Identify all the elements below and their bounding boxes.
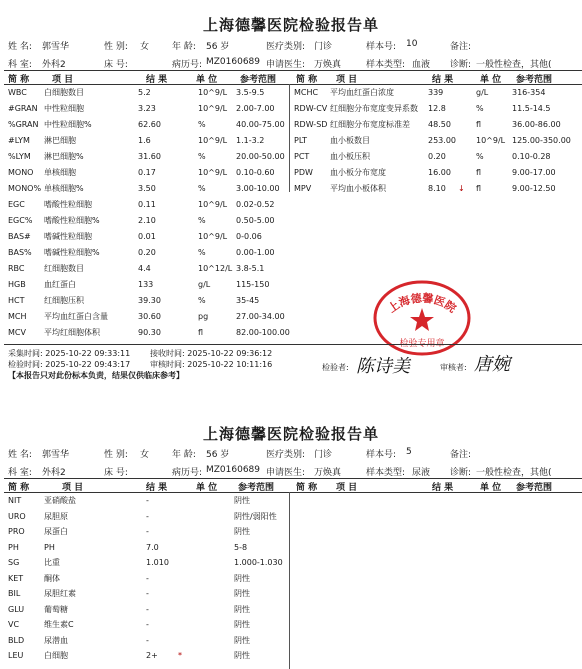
doctor-name: 万焕真 [314,468,342,478]
test-result: - [146,620,149,629]
reference-range: 阴性 [234,496,250,505]
report-title: 上海德馨医院检验报告单 [202,16,379,34]
test-result: 39.30 [138,296,161,305]
test-code: BLD [8,635,25,645]
table-row [0,85,582,100]
test-unit: 10^9/L [198,200,228,209]
dept-value: 外科2 [42,468,66,478]
test-code: HCT [8,296,25,305]
record-no: MZ0160689 [206,57,261,67]
header-top-rule [4,70,582,71]
reference-range: 115-150 [236,280,270,289]
test-unit: 10^9/L [198,104,228,113]
test-name: 血红蛋白 [44,280,76,289]
test-unit: 10^9/L [198,88,228,97]
test-code: MPV [294,184,312,193]
sex-label: 性 别: [104,450,128,460]
test-unit: % [198,296,206,305]
patient-name: 郭雪华 [42,42,70,52]
diag-value: 一般性检查，其他( [476,60,552,70]
reference-range: 阴性 [234,527,250,536]
test-name: 尿胆原 [44,511,68,521]
receive-time: 接收时间: 2025-10-22 09:36:12 [150,349,273,358]
test-result: 30.60 [138,312,161,321]
col-item-header: 项 目 [336,483,358,493]
result-flag: * [178,651,182,660]
test-name: 嗜酸性粒细胞 [44,200,92,209]
test-result: - [146,496,149,505]
test-name: 红细胞分布宽度变异系数 [330,104,418,113]
test-unit: 10^9/L [198,232,228,241]
test-code: KET [8,573,24,583]
test-name: 尿潜血 [44,635,68,645]
test-result: - [146,527,149,536]
test-code: EGC [8,200,25,209]
table-row [0,165,582,180]
sample-no-label: 样本号: [366,42,397,52]
test-name: 血小板分布宽度 [330,168,386,177]
test-result: 1.010 [146,558,169,567]
reference-range: 阴性/弱阳性 [234,511,277,521]
svg-text:检验专用章: 检验专用章 [399,339,445,349]
test-result: 3.50 [138,184,156,193]
table-row [0,617,582,632]
sample-type: 尿液 [412,468,431,478]
table-row [0,277,582,292]
reference-range: 阴性 [234,635,250,645]
col-code-header: 简 称 [8,75,30,85]
test-result: 339 [428,88,444,97]
test-result: 62.60 [138,120,161,129]
name-label: 姓 名: [8,42,32,52]
record-label: 病历号: [172,468,203,478]
header-top-rule [4,478,582,479]
test-result: 8.10 [428,184,446,193]
test-name: 白细胞数目 [44,88,84,97]
sample-no: 10 [406,39,418,49]
reference-range: 9.00-17.00 [512,168,556,177]
test-code: MONO% [8,184,42,193]
table-row [0,493,582,508]
test-result: 1.6 [138,136,151,145]
col-result-header: 结 果 [146,75,168,85]
reference-range: 阴性 [234,589,250,598]
test-result: 90.30 [138,328,161,337]
reference-range: 3.8-5.1 [236,264,265,273]
test-code: MCV [8,328,26,337]
test-code: WBC [8,88,27,97]
test-code: LEU [8,651,24,660]
test-name: 红细胞分布宽度标准差 [330,120,410,129]
reference-range: 11.5-14.5 [512,104,551,113]
test-name: 单核细胞% [44,184,84,193]
test-result: 0.20 [138,248,156,257]
test-result: - [146,604,149,614]
bed-label: 床 号: [104,60,128,70]
test-result: 48.50 [428,120,451,129]
table-row [0,509,582,524]
reference-range: 82.00-100.00 [236,328,290,337]
test-result: 0.11 [138,200,156,209]
reference-range: 316-354 [512,88,546,97]
name-label: 姓 名: [8,450,32,460]
reference-range: 2.00-7.00 [236,104,275,113]
table-row [0,245,582,260]
test-unit: % [476,104,484,113]
test-unit: % [476,152,484,161]
reference-range: 1.1-3.2 [236,136,265,145]
test-code: MCHC [294,88,319,97]
disclaimer: 【本报告只对此份标本负责，结果仅供临床参考】 [8,371,184,380]
test-name: 中性粒细胞 [44,104,84,113]
svg-text:上海德馨医院: 上海德馨医院 [385,291,459,316]
col-unit-header: 单 位 [480,483,502,493]
diag-label: 诊断: [450,60,472,70]
patient-sex: 女 [140,450,150,460]
note-label: 备注: [450,450,472,460]
reference-range: 40.00-75.00 [236,120,285,129]
patient-name: 郭雪华 [42,450,70,460]
table-row [0,213,582,228]
age-label: 年 龄: [172,450,196,460]
test-unit: g/L [476,88,489,97]
test-unit: 10^9/L [198,168,228,177]
test-name: 平均血小板体积 [330,184,386,193]
test-code: MCH [8,312,27,321]
test-unit: 10^9/L [476,136,506,145]
test-code: PDW [294,168,313,177]
table-row [0,633,582,648]
test-code: NIT [8,496,22,505]
test-result: - [146,511,149,521]
test-name: 淋巴细胞% [44,152,84,161]
col-unit-header: 单 位 [480,75,502,85]
test-name: 维生素C [44,620,74,629]
test-unit: g/L [198,280,211,289]
test-result: 2+ [146,651,158,660]
result-flag: ↓ [458,184,465,193]
test-result: 16.00 [428,168,451,177]
col-result-header: 结 果 [432,483,454,493]
col-result-header: 结 果 [146,483,168,493]
col-code-header: 简 称 [296,75,318,85]
col-item-header: 项 目 [52,75,74,85]
test-result: 12.8 [428,104,446,113]
test-unit: fl [476,184,482,193]
test-name: 葡萄糖 [44,604,68,614]
age-label: 年 龄: [172,42,196,52]
test-code: RBC [8,264,25,273]
reference-range: 1.000-1.030 [234,558,283,567]
test-unit: pg [198,312,209,321]
reference-range: 0.02-0.52 [236,200,275,209]
table-row [0,261,582,276]
test-code: BIL [8,589,21,598]
test-unit: 10^9/L [198,136,228,145]
reference-range: 35-45 [236,296,260,305]
tester-label: 检验者: [322,363,349,372]
col-unit-header: 单 位 [196,483,218,493]
reference-range: 5-8 [234,542,248,552]
test-result: 0.20 [428,152,446,161]
table-row [0,309,582,324]
table-row [0,149,582,164]
test-name: 嗜酸性粒细胞% [44,216,100,225]
test-code: HGB [8,280,26,289]
table-row [0,101,582,116]
visit-type: 门诊 [314,450,333,460]
patient-age: 56 岁 [206,450,230,460]
table-row [0,197,582,212]
reference-range: 125.00-350.00 [512,136,571,145]
col-ref-header: 参考范围 [240,75,277,85]
table-row [0,648,582,663]
test-unit: % [198,216,206,225]
note-label: 备注: [450,42,472,52]
test-name: 血小板数目 [330,136,370,145]
table-row [0,229,582,244]
test-result: 4.4 [138,264,151,273]
reference-range: 3.5-9.5 [236,88,265,97]
visit-label: 医疗类别: [266,42,306,52]
collect-time: 采集时间: 2025-10-22 09:33:11 [8,349,131,358]
test-code: PH [8,542,19,552]
test-unit: fl [476,120,482,129]
test-unit: fl [476,168,482,177]
table-row [0,540,582,555]
test-name: 亚硝酸盐 [44,496,76,505]
test-result: 253.00 [428,136,456,145]
test-name: 淋巴细胞 [44,136,76,145]
reference-range: 0.10-0.28 [512,152,551,161]
test-result: 5.2 [138,88,151,97]
test-result: 0.17 [138,168,156,177]
test-name: PH [44,542,55,552]
test-unit: fl [198,328,204,337]
test-name: 平均血红蛋白浓度 [330,88,394,97]
test-name: 比重 [44,558,60,567]
reference-range: 阴性 [234,620,250,629]
reference-range: 27.00-34.00 [236,312,285,321]
reference-range: 0.50-5.00 [236,216,275,225]
test-name: 中性粒细胞% [44,120,92,129]
test-name: 白细胞 [44,651,68,660]
test-result: 0.01 [138,232,156,241]
test-name: 嗜碱性粒细胞% [44,248,100,257]
reference-range: 0.10-0.60 [236,168,275,177]
test-code: PCT [294,152,310,161]
test-unit: % [198,120,206,129]
test-code: RDW-SD [294,120,328,129]
reference-range: 阴性 [234,604,250,614]
col-code-header: 简 称 [296,483,318,493]
visit-type: 门诊 [314,42,333,52]
test-name: 平均红细胞体积 [44,328,100,337]
test-code: EGC% [8,216,33,225]
table-row [0,181,582,196]
test-unit: % [198,184,206,193]
reviewer-signature: 唐婉 [474,354,510,375]
table-row [0,555,582,570]
patient-sex: 女 [140,42,150,52]
test-name: 尿蛋白 [44,527,68,536]
test-result: 133 [138,280,154,289]
table-row [0,586,582,601]
col-item-header: 项 目 [62,483,84,493]
diag-label: 诊断: [450,468,472,478]
table-row [0,571,582,586]
dept-value: 外科2 [42,60,66,70]
test-time: 检验时间: 2025-10-22 09:43:17 [8,360,131,369]
test-unit: % [198,248,206,257]
test-name: 单核细胞 [44,168,76,177]
dept-label: 科 室: [8,60,32,70]
test-result: 3.23 [138,104,156,113]
tester-signature: 陈诗美 [356,356,410,377]
sample-type: 血液 [412,60,431,70]
reviewer-label: 审核者: [440,363,467,372]
doctor-name: 万焕真 [314,60,342,70]
footer-rule [4,344,582,345]
reference-range: 阴性 [234,573,250,583]
test-code: URO [8,511,26,521]
test-name: 平均血红蛋白含量 [44,312,108,321]
table-row [0,602,582,617]
sample-type-label: 样本类型: [366,60,406,70]
dept-label: 科 室: [8,468,32,478]
report-title: 上海德馨医院检验报告单 [202,425,379,443]
test-result: 7.0 [146,542,159,552]
test-code: BAS# [8,232,31,241]
test-name: 红细胞数目 [44,264,84,273]
col-ref-header: 参考范围 [516,75,553,85]
reference-range: 阴性 [234,651,250,660]
sex-label: 性 别: [104,42,128,52]
col-unit-header: 单 位 [196,75,218,85]
test-name: 嗜碱性粒细胞 [44,232,92,241]
test-code: PLT [294,136,308,145]
sample-no-label: 样本号: [366,450,397,460]
col-ref-header: 参考范围 [238,483,275,493]
table-row [0,524,582,539]
reference-range: 0-0.06 [236,232,262,241]
test-name: 血小板压积 [330,152,370,161]
test-code: GLU [8,604,25,614]
test-code: RDW-CV [294,104,328,113]
reference-range: 9.00-12.50 [512,184,556,193]
test-unit: % [198,152,206,161]
table-row [0,117,582,132]
table-row [0,293,582,308]
test-code: MONO [8,168,34,177]
record-no: MZ0160689 [206,465,261,475]
col-result-header: 结 果 [432,75,454,85]
test-code: BAS% [8,248,32,257]
urine-report [0,415,582,669]
record-label: 病历号: [172,60,203,70]
test-result: - [146,635,149,645]
test-code: #LYM [8,136,30,145]
test-code: VC [8,620,20,629]
doctor-label: 申请医生: [266,468,306,478]
test-result: 31.60 [138,152,161,161]
sample-type-label: 样本类型: [366,468,406,478]
reference-range: 0.00-1.00 [236,248,275,257]
test-code: #GRAN [8,104,38,113]
diag-value: 一般性检查，其他( [476,468,552,478]
test-code: SG [8,558,20,567]
hospital-stamp [372,278,472,358]
test-result: - [146,573,149,583]
test-unit: 10^12/L [198,264,233,273]
col-ref-header: 参考范围 [516,483,553,493]
visit-label: 医疗类别: [266,450,306,460]
test-name: 尿胆红素 [44,589,76,598]
bed-label: 床 号: [104,468,128,478]
table-row [0,325,582,340]
table-row [0,133,582,148]
doctor-label: 申请医生: [266,60,306,70]
test-code: %LYM [8,152,31,161]
test-name: 酮体 [44,573,60,583]
review-time: 审核时间: 2025-10-22 10:11:16 [150,360,273,369]
test-code: PRO [8,527,25,536]
reference-range: 20.00-50.00 [236,152,285,161]
col-code-header: 简 称 [8,483,30,493]
col-item-header: 项 目 [336,75,358,85]
test-code: %GRAN [8,120,39,129]
sample-no: 5 [406,447,412,457]
reference-range: 36.00-86.00 [512,120,561,129]
test-result: 2.10 [138,216,156,225]
patient-age: 56 岁 [206,42,230,52]
test-name: 红细胞压积 [44,296,84,305]
test-result: - [146,589,149,598]
reference-range: 3.00-10.00 [236,184,280,193]
